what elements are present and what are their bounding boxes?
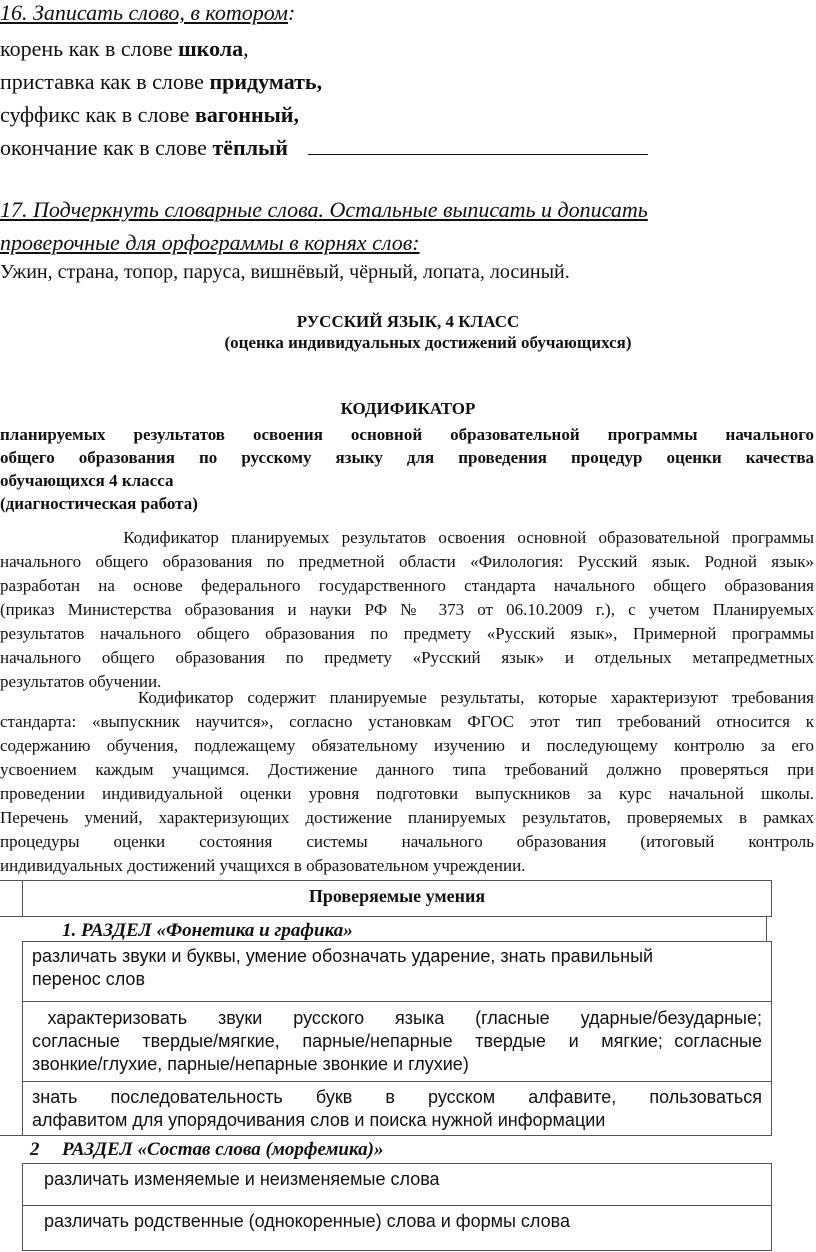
codifier-title: КОДИФИКАТОР [340, 399, 476, 418]
task16-title [0, 0, 295, 26]
task16-line-root [0, 36, 249, 62]
task17-title-text: проверочные для орфограммы в корнях слов: [0, 230, 420, 255]
row-text-line: характеризовать звуки русского языка (гласные ударные/безударные; [32, 1008, 762, 1028]
section-heading-2: РАЗДЕЛ «Состав слова (морфемика)» [62, 1139, 384, 1160]
task16-line-ending [0, 135, 648, 161]
task16-line-prefix [0, 69, 322, 95]
task16-title-colon: : [287, 0, 296, 25]
task17-title-text: 17. Подчеркнуть словарные слова. Остальные выписать и дописать [0, 197, 648, 222]
table-border [22, 1163, 772, 1164]
table-row [32, 945, 762, 991]
table-border [0, 916, 772, 917]
task16-line-text: приставка как в слове [0, 69, 210, 94]
table-border [22, 1205, 772, 1206]
paragraph-line: результатов начального общего образования по предмету «Русский язык», Примерной программы [0, 624, 814, 643]
table-border [771, 941, 772, 1135]
codifier-description [0, 423, 814, 515]
row-text-line: различать звуки и буквы, умение обозначать ударение, знать правильный [32, 946, 654, 966]
task16-line-word: тёплый [212, 135, 288, 160]
body-paragraph-2 [0, 686, 814, 878]
answer-blank-line [308, 136, 648, 155]
row-text-line: различать изменяемые и неизменяемые слова [44, 1169, 440, 1189]
paragraph-line: индивидуальных достижений учащихся в образовательном учреждении. [0, 856, 526, 875]
table-row [32, 1086, 762, 1132]
paragraph-line: Кодификатор планируемых результатов освоения основной образовательной программы [0, 528, 814, 547]
subject-title: РУССКИЙ ЯЗЫК, 4 КЛАСС [296, 312, 520, 331]
codifier-desc-line: (диагностическая работа) [0, 494, 198, 513]
task16-line-word: придумать, [209, 69, 323, 94]
task16-title-text: 16. Записать слово, в котором [0, 0, 288, 25]
body-paragraph-1 [0, 526, 814, 694]
table-row [32, 1007, 762, 1076]
paragraph-line: (приказ Министерства образования и науки РФ № 373 от 06.10.2009 г.), с учетом Планируемых [0, 600, 814, 619]
table-border [22, 1001, 772, 1002]
table-border [766, 916, 767, 941]
row-text-line: согласные твердые/мягкие, парные/непарные твердые и мягкие; согласные [32, 1031, 762, 1051]
table-border [22, 1250, 772, 1251]
section-heading-1: 1. РАЗДЕЛ «Фонетика и графика» [62, 920, 353, 941]
paragraph-line: начального общего образования по предметной области «Филология: Русский язык. Родной язык» [0, 552, 814, 571]
codifier-desc-line: общего образования по русскому языку для проведения процедур оценки качества [0, 448, 814, 467]
task16-line-text: корень как в слове [0, 36, 179, 61]
paragraph-line: процедуры оценки состояния системы начального образования (итоговый контроль [0, 832, 814, 851]
task16-line-suffix [0, 102, 299, 128]
task17-title-line2 [0, 230, 420, 256]
paragraph-line: Кодификатор содержит планируемые результаты, которые характеризуют требования [0, 688, 814, 707]
row-text-line: алфавитом для упорядочивания слов и поиска нужной информации [32, 1110, 606, 1130]
table-border [22, 941, 23, 1135]
table-border [0, 1135, 772, 1136]
section-number-2: 2 [30, 1139, 40, 1160]
paragraph-line: усвоением каждым учащимся. Достижение данного типа требований должно проверяться при [0, 760, 814, 779]
table-row [44, 1210, 774, 1233]
paragraph-line: начального общего образования по предмету «Русский язык» и отдельных метапредметных [0, 648, 814, 667]
subject-subtitle: (оценка индивидуальных достижений обучающихся) [224, 333, 632, 352]
table-header: Проверяемые умения [308, 886, 486, 906]
row-text-line: перенос слов [32, 969, 146, 989]
table-border [22, 1081, 772, 1082]
paragraph-line: содержанию обучения, подлежащему обязательному изучению и последующему контролю за его [0, 736, 814, 755]
task16-line-word: школа [178, 36, 244, 61]
task16-line-text: суффикс как в слове [0, 102, 195, 127]
codifier-desc-line: планируемых результатов освоения основной образовательной программы начального [0, 425, 814, 444]
row-text-line: знать последовательность букв в русском алфавите, пользоваться [32, 1087, 762, 1107]
row-text-line: звонкие/глухие, парные/непарные звонкие и глухие) [32, 1054, 469, 1074]
paragraph-line: результатов обучении. [0, 672, 162, 691]
table-border [22, 1163, 23, 1251]
row-text-line: различать родственные (однокоренные) слова и формы слова [44, 1211, 570, 1231]
task17-words: Ужин, страна, топор, паруса, вишнёвый, чёрный, лопата, лосиный. [0, 261, 570, 283]
skills-table [0, 880, 816, 1252]
paragraph-line: стандарта: «выпускник научится», согласно установкам ФГОС этот тип требований относится к [0, 712, 814, 731]
table-row [44, 1168, 774, 1191]
paragraph-line: проведении индивидуальной оценки уровня подготовки выпускников за курс начальной школы. [0, 784, 814, 803]
paragraph-line: Перечень умений, характеризующих достижение планируемых результатов, проверяемых в рамках [0, 808, 814, 827]
codifier-desc-line: обучающихся 4 класса [0, 471, 174, 490]
task16-line-word: вагонный, [194, 102, 299, 127]
task16-line-text: окончание как в слове [0, 135, 213, 160]
task17-title-line1 [0, 197, 648, 223]
paragraph-line: разработан на основе федерального государственного стандарта начального общего образования [0, 576, 814, 595]
task16-line-tail: , [243, 36, 249, 61]
table-border [0, 880, 772, 881]
